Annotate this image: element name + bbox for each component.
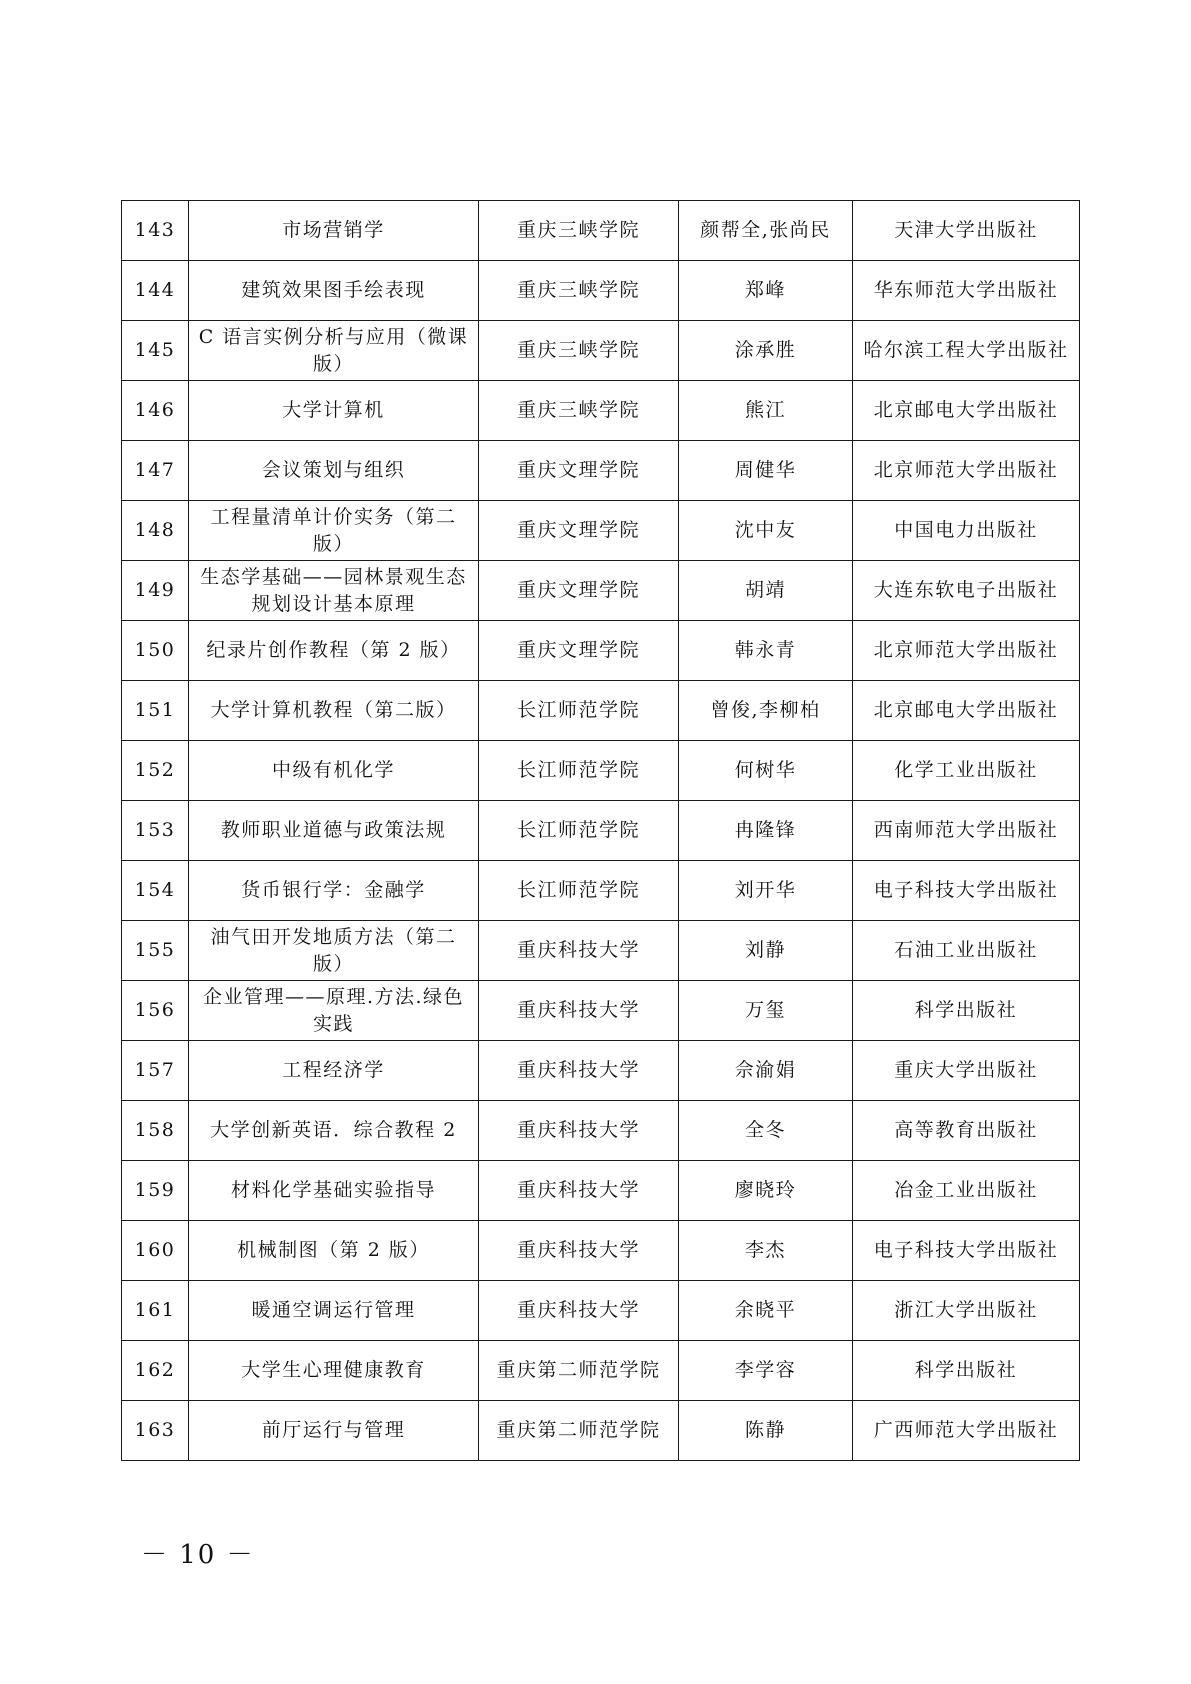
book-title-cell: 生态学基础——园林景观生态规划设计基本原理 bbox=[189, 561, 479, 621]
row-number-cell: 160 bbox=[122, 1221, 189, 1281]
school-cell: 长江师范学院 bbox=[479, 861, 679, 921]
author-cell: 刘静 bbox=[679, 921, 853, 981]
row-number-cell: 156 bbox=[122, 981, 189, 1041]
publisher-cell: 广西师范大学出版社 bbox=[853, 1401, 1080, 1461]
school-cell: 重庆文理学院 bbox=[479, 561, 679, 621]
table-row bbox=[122, 921, 1080, 981]
row-number-cell: 151 bbox=[122, 681, 189, 741]
book-title-cell: 市场营销学 bbox=[189, 201, 479, 261]
school-cell: 重庆科技大学 bbox=[479, 1101, 679, 1161]
row-number-cell: 146 bbox=[122, 381, 189, 441]
table-body bbox=[122, 201, 1080, 1461]
book-title-cell: 企业管理——原理.方法.绿色实践 bbox=[189, 981, 479, 1041]
publisher-cell: 浙江大学出版社 bbox=[853, 1281, 1080, 1341]
publisher-cell: 电子科技大学出版社 bbox=[853, 861, 1080, 921]
publisher-cell: 电子科技大学出版社 bbox=[853, 1221, 1080, 1281]
row-number-cell: 163 bbox=[122, 1401, 189, 1461]
publisher-cell: 科学出版社 bbox=[853, 981, 1080, 1041]
row-number-cell: 152 bbox=[122, 741, 189, 801]
publisher-cell: 北京师范大学出版社 bbox=[853, 441, 1080, 501]
page-number: － 10 － bbox=[141, 1540, 255, 1570]
row-number-cell: 150 bbox=[122, 621, 189, 681]
school-cell: 重庆三峡学院 bbox=[479, 261, 679, 321]
book-title-cell: 油气田开发地质方法（第二版） bbox=[189, 921, 479, 981]
book-title-cell: 机械制图（第 2 版） bbox=[189, 1221, 479, 1281]
publisher-cell: 中国电力出版社 bbox=[853, 501, 1080, 561]
table-row bbox=[122, 741, 1080, 801]
book-title-cell: 大学计算机 bbox=[189, 381, 479, 441]
school-cell: 重庆科技大学 bbox=[479, 1041, 679, 1101]
table-row bbox=[122, 861, 1080, 921]
author-cell: 万玺 bbox=[679, 981, 853, 1041]
table-row bbox=[122, 1281, 1080, 1341]
table-row bbox=[122, 321, 1080, 381]
author-cell: 刘开华 bbox=[679, 861, 853, 921]
school-cell: 重庆科技大学 bbox=[479, 981, 679, 1041]
table-row bbox=[122, 1401, 1080, 1461]
book-title-cell: 建筑效果图手绘表现 bbox=[189, 261, 479, 321]
book-title-cell: 中级有机化学 bbox=[189, 741, 479, 801]
author-cell: 佘渝娟 bbox=[679, 1041, 853, 1101]
publisher-cell: 北京邮电大学出版社 bbox=[853, 381, 1080, 441]
table-row bbox=[122, 621, 1080, 681]
book-title-cell: 工程经济学 bbox=[189, 1041, 479, 1101]
publisher-cell: 冶金工业出版社 bbox=[853, 1161, 1080, 1221]
publisher-cell: 石油工业出版社 bbox=[853, 921, 1080, 981]
row-number-cell: 149 bbox=[122, 561, 189, 621]
row-number-cell: 145 bbox=[122, 321, 189, 381]
school-cell: 重庆科技大学 bbox=[479, 921, 679, 981]
publisher-cell: 科学出版社 bbox=[853, 1341, 1080, 1401]
author-cell: 何树华 bbox=[679, 741, 853, 801]
publisher-cell: 大连东软电子出版社 bbox=[853, 561, 1080, 621]
row-number-cell: 159 bbox=[122, 1161, 189, 1221]
author-cell: 廖晓玲 bbox=[679, 1161, 853, 1221]
author-cell: 涂承胜 bbox=[679, 321, 853, 381]
book-title-cell: 纪录片创作教程（第 2 版） bbox=[189, 621, 479, 681]
row-number-cell: 161 bbox=[122, 1281, 189, 1341]
publisher-cell: 哈尔滨工程大学出版社 bbox=[853, 321, 1080, 381]
author-cell: 陈静 bbox=[679, 1401, 853, 1461]
book-title-cell: 材料化学基础实验指导 bbox=[189, 1161, 479, 1221]
table-row bbox=[122, 1221, 1080, 1281]
school-cell: 重庆文理学院 bbox=[479, 621, 679, 681]
author-cell: 李杰 bbox=[679, 1221, 853, 1281]
table-row bbox=[122, 1101, 1080, 1161]
row-number-cell: 155 bbox=[122, 921, 189, 981]
table-row bbox=[122, 681, 1080, 741]
publisher-cell: 高等教育出版社 bbox=[853, 1101, 1080, 1161]
book-title-cell: 货币银行学：金融学 bbox=[189, 861, 479, 921]
row-number-cell: 147 bbox=[122, 441, 189, 501]
author-cell: 余晓平 bbox=[679, 1281, 853, 1341]
book-title-cell: 暖通空调运行管理 bbox=[189, 1281, 479, 1341]
school-cell: 重庆科技大学 bbox=[479, 1221, 679, 1281]
author-cell: 曾俊,李柳柏 bbox=[679, 681, 853, 741]
book-title-cell: 会议策划与组织 bbox=[189, 441, 479, 501]
author-cell: 胡靖 bbox=[679, 561, 853, 621]
row-number-cell: 148 bbox=[122, 501, 189, 561]
table-row bbox=[122, 201, 1080, 261]
school-cell: 长江师范学院 bbox=[479, 801, 679, 861]
table-row bbox=[122, 441, 1080, 501]
school-cell: 重庆科技大学 bbox=[479, 1161, 679, 1221]
school-cell: 重庆三峡学院 bbox=[479, 201, 679, 261]
school-cell: 重庆第二师范学院 bbox=[479, 1341, 679, 1401]
publisher-cell: 天津大学出版社 bbox=[853, 201, 1080, 261]
author-cell: 冉隆锋 bbox=[679, 801, 853, 861]
school-cell: 重庆文理学院 bbox=[479, 441, 679, 501]
table-row bbox=[122, 981, 1080, 1041]
row-number-cell: 143 bbox=[122, 201, 189, 261]
table-row bbox=[122, 1161, 1080, 1221]
school-cell: 重庆文理学院 bbox=[479, 501, 679, 561]
row-number-cell: 154 bbox=[122, 861, 189, 921]
book-title-cell: 前厅运行与管理 bbox=[189, 1401, 479, 1461]
row-number-cell: 153 bbox=[122, 801, 189, 861]
book-title-cell: 教师职业道德与政策法规 bbox=[189, 801, 479, 861]
author-cell: 李学容 bbox=[679, 1341, 853, 1401]
row-number-cell: 144 bbox=[122, 261, 189, 321]
publisher-cell: 化学工业出版社 bbox=[853, 741, 1080, 801]
publisher-cell: 华东师范大学出版社 bbox=[853, 261, 1080, 321]
author-cell: 全冬 bbox=[679, 1101, 853, 1161]
table-row bbox=[122, 501, 1080, 561]
row-number-cell: 158 bbox=[122, 1101, 189, 1161]
school-cell: 重庆第二师范学院 bbox=[479, 1401, 679, 1461]
row-number-cell: 157 bbox=[122, 1041, 189, 1101]
school-cell: 长江师范学院 bbox=[479, 741, 679, 801]
book-title-cell: C 语言实例分析与应用（微课版） bbox=[189, 321, 479, 381]
publisher-cell: 北京师范大学出版社 bbox=[853, 621, 1080, 681]
author-cell: 郑峰 bbox=[679, 261, 853, 321]
school-cell: 重庆三峡学院 bbox=[479, 381, 679, 441]
book-title-cell: 大学生心理健康教育 bbox=[189, 1341, 479, 1401]
table-row bbox=[122, 261, 1080, 321]
textbook-table bbox=[121, 200, 1080, 1461]
school-cell: 长江师范学院 bbox=[479, 681, 679, 741]
school-cell: 重庆科技大学 bbox=[479, 1281, 679, 1341]
table-row bbox=[122, 1341, 1080, 1401]
book-title-cell: 工程量清单计价实务（第二版） bbox=[189, 501, 479, 561]
author-cell: 沈中友 bbox=[679, 501, 853, 561]
table-row bbox=[122, 381, 1080, 441]
table-row bbox=[122, 561, 1080, 621]
table-row bbox=[122, 801, 1080, 861]
publisher-cell: 重庆大学出版社 bbox=[853, 1041, 1080, 1101]
publisher-cell: 北京邮电大学出版社 bbox=[853, 681, 1080, 741]
author-cell: 熊江 bbox=[679, 381, 853, 441]
author-cell: 颜帮全,张尚民 bbox=[679, 201, 853, 261]
publisher-cell: 西南师范大学出版社 bbox=[853, 801, 1080, 861]
author-cell: 周健华 bbox=[679, 441, 853, 501]
author-cell: 韩永青 bbox=[679, 621, 853, 681]
book-title-cell: 大学创新英语．综合教程 2 bbox=[189, 1101, 479, 1161]
school-cell: 重庆三峡学院 bbox=[479, 321, 679, 381]
row-number-cell: 162 bbox=[122, 1341, 189, 1401]
book-title-cell: 大学计算机教程（第二版） bbox=[189, 681, 479, 741]
table-row bbox=[122, 1041, 1080, 1101]
